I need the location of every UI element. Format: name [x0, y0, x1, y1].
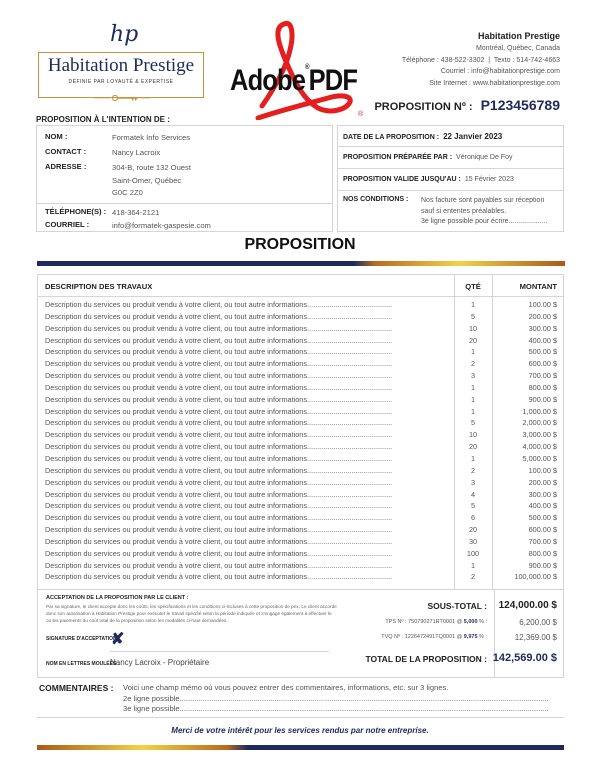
row-amount: 400.00 $	[528, 335, 557, 345]
table-header	[38, 275, 563, 297]
prepared-by-label: PROPOSITION PRÉPARÉE PAR :	[343, 154, 453, 161]
row-qty: 100	[466, 548, 480, 558]
header-description: DESCRIPTION DES TRAVAUX	[45, 282, 153, 291]
table-row	[38, 466, 563, 478]
row-qty: 10	[468, 430, 478, 440]
row-description: Description du services ou produit vendu à votre client, ou tout autre informations..........................................	[45, 560, 393, 570]
row-amount: 500.00 $	[528, 347, 557, 357]
table-row	[38, 312, 563, 324]
row-qty: 2	[470, 465, 476, 475]
row-description: Description du services ou produit vendu à votre client, ou tout autre informations..........................................	[45, 382, 393, 392]
row-description: Description du services ou produit vendu à votre client, ou tout autre informations..........................................	[45, 311, 393, 321]
company-logo	[38, 22, 204, 104]
row-qty: 20	[468, 335, 478, 345]
table-row	[38, 501, 563, 513]
row-amount: 500.00 $	[528, 513, 557, 523]
row-amount: 900.00 $	[528, 394, 557, 404]
row-amount: 4,000.00 $	[522, 442, 557, 452]
row-qty: 3	[470, 477, 476, 487]
row-amount: 600.00 $	[528, 525, 557, 535]
client-email-label: COURRIEL :	[45, 220, 90, 229]
table-row	[38, 549, 563, 561]
client-name-label: NOM :	[45, 132, 68, 141]
divider	[37, 717, 564, 718]
table-row	[38, 525, 563, 537]
row-qty: 5	[470, 418, 476, 428]
subtotal-label: SOUS-TOTAL :	[427, 601, 487, 611]
total-label: TOTAL DE LA PROPOSITION :	[365, 654, 487, 664]
signature-x-icon[interactable]: ✘	[111, 631, 125, 648]
table-row	[38, 347, 563, 359]
row-description: Description du services ou produit vendu à votre client, ou tout autre informations..........................................	[45, 406, 393, 416]
decorative-bar	[37, 261, 565, 266]
row-qty: 2	[470, 359, 476, 369]
row-description: Description du services ou produit vendu à votre client, ou tout autre informations..........................................	[45, 418, 393, 428]
row-qty: 5	[470, 311, 476, 321]
row-qty: 1	[470, 394, 476, 404]
table-row	[38, 430, 563, 442]
table-row	[38, 324, 563, 336]
acceptance-title: ACCEPTATION DE LA PROPOSITION PAR LE CLIENT :	[46, 595, 189, 601]
row-qty: 1	[470, 560, 476, 570]
row-description: Description du services ou produit vendu à votre client, ou tout autre informations..........................................	[45, 465, 393, 475]
proposal-number-label: PROPOSITION Nº :	[374, 101, 473, 113]
row-qty: 6	[470, 513, 476, 523]
row-description: Description du services ou produit vendu à votre client, ou tout autre informations..........................................	[45, 453, 393, 463]
row-qty: 1	[470, 300, 476, 309]
printed-name: Nancy Lacroix - Propriétaire	[110, 658, 210, 667]
valid-until-label: PROPOSITION VALIDE JUSQU'AU :	[343, 176, 461, 183]
items-table	[37, 274, 564, 590]
signature-line	[110, 651, 329, 652]
thank-you-message: Merci de votre intérêt pour les services rendus par notre entreprise.	[171, 726, 429, 735]
header-amount: MONTANT	[519, 282, 557, 291]
row-qty: 30	[468, 536, 478, 546]
row-description: Description du services ou produit vendu à votre client, ou tout autre informations..........................................	[45, 477, 393, 487]
company-info	[402, 30, 560, 89]
client-contact-label: CONTACT :	[45, 147, 87, 156]
row-amount: 100,000.00 $	[514, 572, 557, 582]
client-address-label: ADRESSE :	[45, 162, 87, 171]
row-qty: 1	[470, 406, 476, 416]
printed-name-label: NOM EN LETTRES MOULÉES :	[46, 661, 120, 667]
row-qty: 10	[468, 323, 478, 333]
divider	[494, 590, 495, 678]
table-row	[38, 395, 563, 407]
row-qty: 1	[470, 347, 476, 357]
comments-label: COMMENTAIRES :	[39, 683, 114, 693]
row-amount: 900.00 $	[528, 560, 557, 570]
prepared-by: Véronique De Foy	[456, 154, 513, 161]
adobe-wordmark: Adobe®PDF	[230, 64, 358, 97]
table-row	[38, 383, 563, 395]
table-row	[38, 442, 563, 454]
row-amount: 1,000.00 $	[522, 406, 557, 416]
subtotal-value: 124,000.00 $	[498, 600, 557, 611]
row-description: Description du services ou produit vendu à votre client, ou tout autre informations..........................................	[45, 323, 393, 333]
company-location: Montréal, Québec, Canada	[475, 45, 560, 52]
valid-until: 15 Février 2023	[464, 176, 514, 183]
row-amount: 100.00 $	[528, 300, 557, 309]
row-amount: 800.00 $	[528, 382, 557, 392]
table-row	[38, 336, 563, 348]
row-qty: 1	[470, 382, 476, 392]
signature-label: SIGNATURE D'ACCEPTATION :	[46, 636, 120, 642]
table-row	[38, 407, 563, 419]
row-qty: 5	[470, 501, 476, 511]
tps-label: TPS Nº : 750790271RT0001 @ 5,000 % :	[385, 619, 487, 625]
row-description: Description du services ou produit vendu à votre client, ou tout autre informations..........................................	[45, 572, 393, 582]
client-address: 304-B, route 132 Ouest Saint-Omer, Québec G0C 2Z0	[112, 163, 191, 197]
comments-text[interactable]: Voici une champ mémo où vous pouvez entrer des commentaires, informations, etc. sur 3 lignes. 2e ligne possible............................................................................................................................................................................... 3e ligne possible...............................................................................................................................................................................	[123, 683, 549, 713]
row-description: Description du services ou produit vendu à votre client, ou tout autre informations..........................................	[45, 394, 393, 404]
row-qty: 3	[470, 371, 476, 381]
company-website: Site Internet : www.habitationprestige.com	[429, 79, 560, 87]
client-name: Formatek Info Services	[112, 133, 191, 142]
row-amount: 300.00 $	[528, 489, 557, 499]
logo-tagline: DÉFINIE PAR LOYAUTÉ & EXPERTISE	[68, 79, 174, 85]
row-amount: 300.00 $	[528, 323, 557, 333]
logo-brand-name: Habitation Prestige	[47, 55, 195, 76]
table-row	[38, 513, 563, 525]
key-icon	[94, 95, 150, 101]
client-section-title: PROPOSITION À L'INTENTION DE :	[36, 115, 170, 124]
proposal-date: 22 Janvier 2023	[443, 132, 503, 141]
acceptance-totals-box	[37, 590, 564, 678]
adobe-pdf-logo	[222, 20, 372, 120]
table-body	[38, 300, 563, 584]
conditions-label: NOS CONDITIONS :	[343, 196, 409, 203]
row-description: Description du services ou produit vendu à votre client, ou tout autre informations..........................................	[45, 525, 393, 535]
row-description: Description du services ou produit vendu à votre client, ou tout autre informations..........................................	[45, 513, 393, 523]
document-title: PROPOSITION	[244, 236, 356, 253]
client-phone: 418-364-2121	[112, 208, 160, 217]
table-row	[38, 371, 563, 383]
company-name: Habitation Prestige	[477, 31, 560, 41]
table-row	[38, 572, 563, 584]
row-description: Description du services ou produit vendu à votre client, ou tout autre informations..........................................	[45, 359, 393, 369]
proposal-number-value: P123456789	[480, 97, 560, 113]
decorative-bar	[37, 745, 564, 750]
table-row	[38, 561, 563, 573]
row-amount: 200.00 $	[528, 311, 557, 321]
divider	[37, 203, 332, 204]
table-row	[38, 537, 563, 549]
company-email: Courriel : info@habitationprestige.com	[440, 68, 560, 75]
row-description: Description du services ou produit vendu à votre client, ou tout autre informations..........................................	[45, 371, 393, 381]
row-amount: 700.00 $	[528, 536, 557, 546]
client-contact: Nancy Lacroix	[112, 148, 161, 157]
row-qty: 20	[468, 442, 478, 452]
proposal-number	[374, 97, 560, 113]
row-description: Description du services ou produit vendu à votre client, ou tout autre informations..........................................	[45, 300, 393, 309]
row-description: Description du services ou produit vendu à votre client, ou tout autre informations..........................................	[45, 442, 393, 452]
row-amount: 800.00 $	[528, 548, 557, 558]
table-row	[38, 454, 563, 466]
table-row	[38, 478, 563, 490]
row-amount: 5,000.00 $	[522, 453, 557, 463]
company-phones: Téléphone : 438-522-3302 | Texto : 514-742-4663	[401, 56, 560, 64]
acceptance-text: Par sa signature, le client accepte donc les coûts, les spécifications et les conditions ci-incluses à cette proposition de prix. Le client accorde donc son autorisation à Habitation Prestige pour exécuter le travail spécifié selon la période indiquée et s'engage également à effectuer le ou les paiements du coût total de la proposition selon les modalités ci-haut demandées.	[46, 604, 337, 623]
tvq-value: 12,369.00 $	[514, 633, 557, 642]
row-description: Description du services ou produit vendu à votre client, ou tout autre informations..........................................	[45, 430, 393, 440]
client-phone-label: TÉLÉPHONE(S) :	[45, 207, 107, 216]
tvq-label: TVQ Nº : 1226472491TQ0001 @ 9,975 % :	[381, 634, 487, 640]
row-amount: 600.00 $	[528, 359, 557, 369]
table-row	[38, 490, 563, 502]
row-description: Description du services ou produit vendu à votre client, ou tout autre informations..........................................	[45, 347, 393, 357]
tps-value: 6,200.00 $	[519, 618, 557, 627]
row-qty: 4	[470, 489, 476, 499]
proposal-info-box	[337, 125, 564, 232]
row-amount: 400.00 $	[528, 501, 557, 511]
row-amount: 2,000.00 $	[522, 418, 557, 428]
conditions-text: Nos facture sont payables sur réception sauf si ententes préalables. 3e ligne possible pour écrire....................	[421, 197, 548, 225]
row-description: Description du services ou produit vendu à votre client, ou tout autre informations..........................................	[45, 501, 393, 511]
row-description: Description du services ou produit vendu à votre client, ou tout autre informations..........................................	[45, 536, 393, 546]
header-qty: QTÉ	[465, 282, 481, 291]
client-email: info@formatek-gaspesie.com	[112, 221, 211, 230]
client-box	[36, 125, 333, 232]
row-amount: 3,000.00 $	[522, 430, 557, 440]
total-value: 142,569.00 $	[492, 652, 557, 664]
date-label: DATE DE LA PROPOSITION :	[343, 134, 440, 141]
logo-monogram: hp	[110, 22, 139, 47]
row-description: Description du services ou produit vendu à votre client, ou tout autre informations..........................................	[45, 489, 393, 499]
row-description: Description du services ou produit vendu à votre client, ou tout autre informations..........................................	[45, 548, 393, 558]
row-qty: 20	[468, 525, 478, 535]
table-row	[38, 300, 563, 312]
row-qty: 2	[470, 572, 476, 582]
row-qty: 1	[470, 453, 476, 463]
table-row	[38, 359, 563, 371]
row-description: Description du services ou produit vendu à votre client, ou tout autre informations..........................................	[45, 335, 393, 345]
row-amount: 200.00 $	[528, 477, 557, 487]
row-amount: 100.00 $	[528, 465, 557, 475]
registered-mark: ®	[358, 111, 364, 118]
row-amount: 700.00 $	[528, 371, 557, 381]
table-row	[38, 418, 563, 430]
